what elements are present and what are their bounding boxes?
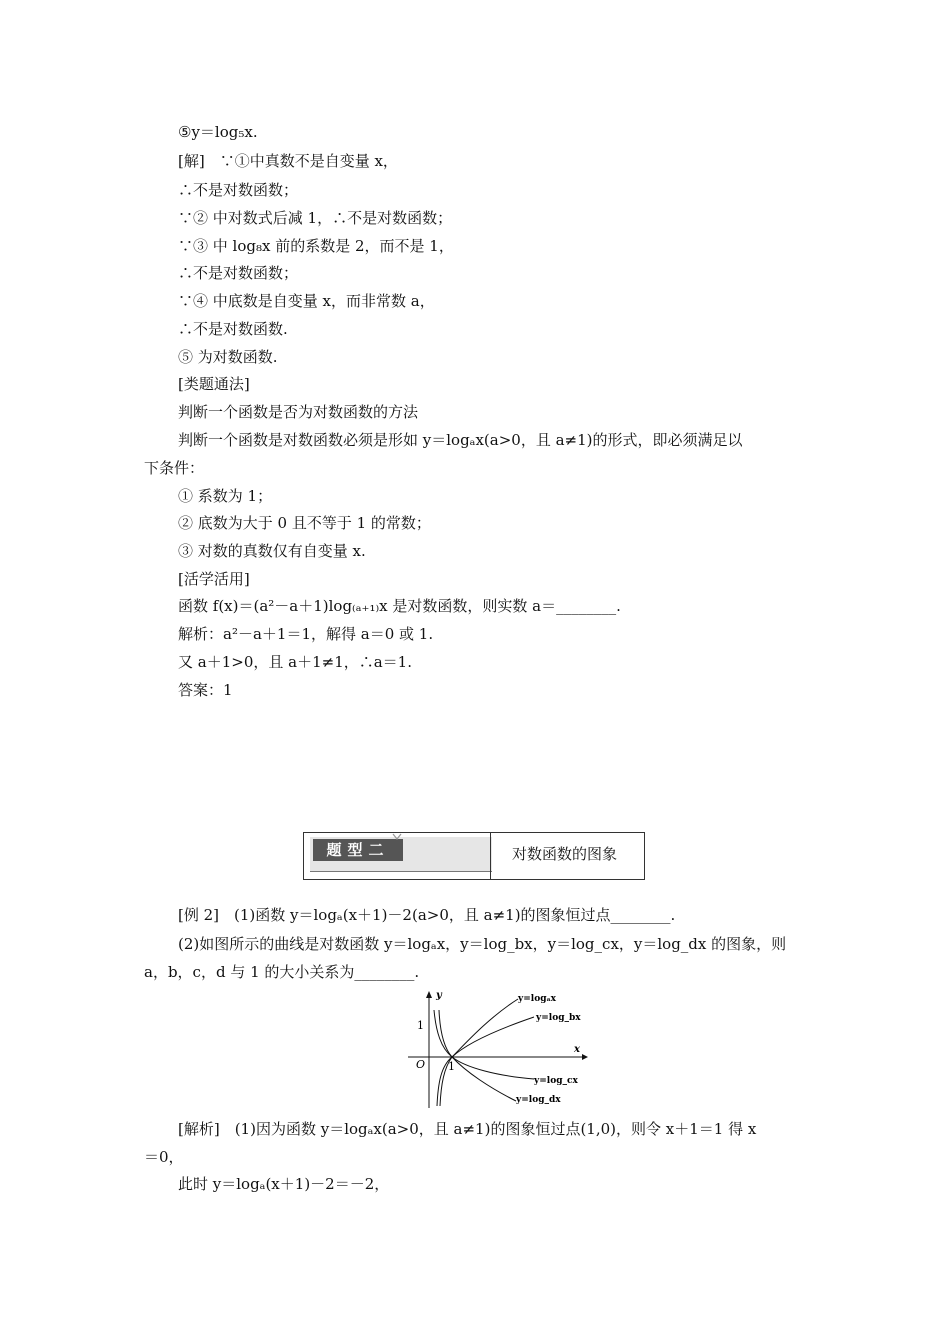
banner-divider (490, 833, 491, 879)
text-line: [活学活用] (178, 570, 250, 588)
text-line: [解析] (1)因为函数 y＝logₐx(a>0，且 a≠1)的图象恒过点(1,0)，则令 x＋1＝1 得 x (178, 1120, 757, 1138)
text-line: 判断一个函数是否为对数函数的方法 (178, 403, 419, 421)
text-line: 此时 y＝logₐ(x＋1)－2＝－2， (178, 1175, 390, 1193)
curve-b-label: y=log_bx (536, 1013, 581, 1023)
curve-a-label: y=logₐx (518, 994, 557, 1004)
text-line: 又 a＋1>0，且 a＋1≠1，∴a＝1. (178, 653, 412, 671)
origin-label: O (416, 1058, 426, 1071)
text-line: 答案：1 (178, 681, 233, 699)
text-line: ⑤y＝log₅x. (178, 123, 258, 141)
x-axis-arrow-icon (582, 1054, 588, 1060)
corner-tick-icon (392, 833, 402, 841)
text-line: (2)如图所示的曲线是对数函数 y＝logₐx，y＝log_bx，y＝log_cx，y＝log_dx 的图象，则 (178, 935, 787, 953)
curve-d-label: y=log_dx (516, 1095, 561, 1105)
y-axis-label: y (436, 990, 442, 1001)
curve-d (434, 1010, 516, 1101)
text-line: 下条件： (144, 459, 205, 477)
log-curves-figure (400, 988, 600, 1110)
section-title: 对数函数的图象 (512, 845, 618, 863)
text-line: ∴不是对数函数； (178, 181, 299, 199)
y-axis-arrow-icon (426, 991, 432, 998)
section-tag: 题型二 (313, 839, 403, 861)
text-line: [类题通法] (178, 375, 250, 393)
x-axis-label: x (574, 1044, 580, 1055)
text-line: 函数 f(x)＝(a²－a＋1)log₍ₐ₊₁₎x 是对数函数，则实数 a＝________. (178, 597, 621, 615)
text-line: ∵③ 中 log₈x 前的系数是 2，而不是 1， (178, 237, 454, 255)
text-line: ③ 对数的真数仅有自变量 x. (178, 542, 366, 560)
text-line: ∴不是对数函数； (178, 264, 299, 282)
banner-underline (310, 871, 492, 872)
text-line: ⑤ 为对数函数. (178, 348, 278, 366)
text-line: [解] ∵①中真数不是自变量 x， (178, 152, 398, 170)
text-line: ∵② 中对数式后减 1，∴不是对数函数； (178, 209, 453, 227)
y-tick-label: 1 (417, 1019, 424, 1032)
text-line: ＝0， (144, 1148, 184, 1166)
text-line: a，b，c，d 与 1 的大小关系为________. (144, 963, 420, 981)
text-line: 解析：a²－a＋1＝1，解得 a＝0 或 1. (178, 625, 434, 643)
text-line: 判断一个函数是对数函数必须是形如 y＝logₐx(a>0，且 a≠1)的形式，即必须满足以 (178, 431, 743, 449)
text-line: ∵④ 中底数是自变量 x，而非常数 a， (178, 292, 435, 310)
section-banner (303, 832, 645, 880)
text-line: [例 2] (1)函数 y＝logₐ(x＋1)－2(a>0，且 a≠1)的图象恒过点________. (178, 906, 676, 924)
curve-c-label: y=log_cx (534, 1076, 578, 1086)
text-line: ① 系数为 1； (178, 487, 273, 505)
x-tick-label: 1 (448, 1060, 455, 1073)
text-line: ∴不是对数函数. (178, 320, 288, 338)
text-line: ② 底数为大于 0 且不等于 1 的常数； (178, 514, 431, 532)
